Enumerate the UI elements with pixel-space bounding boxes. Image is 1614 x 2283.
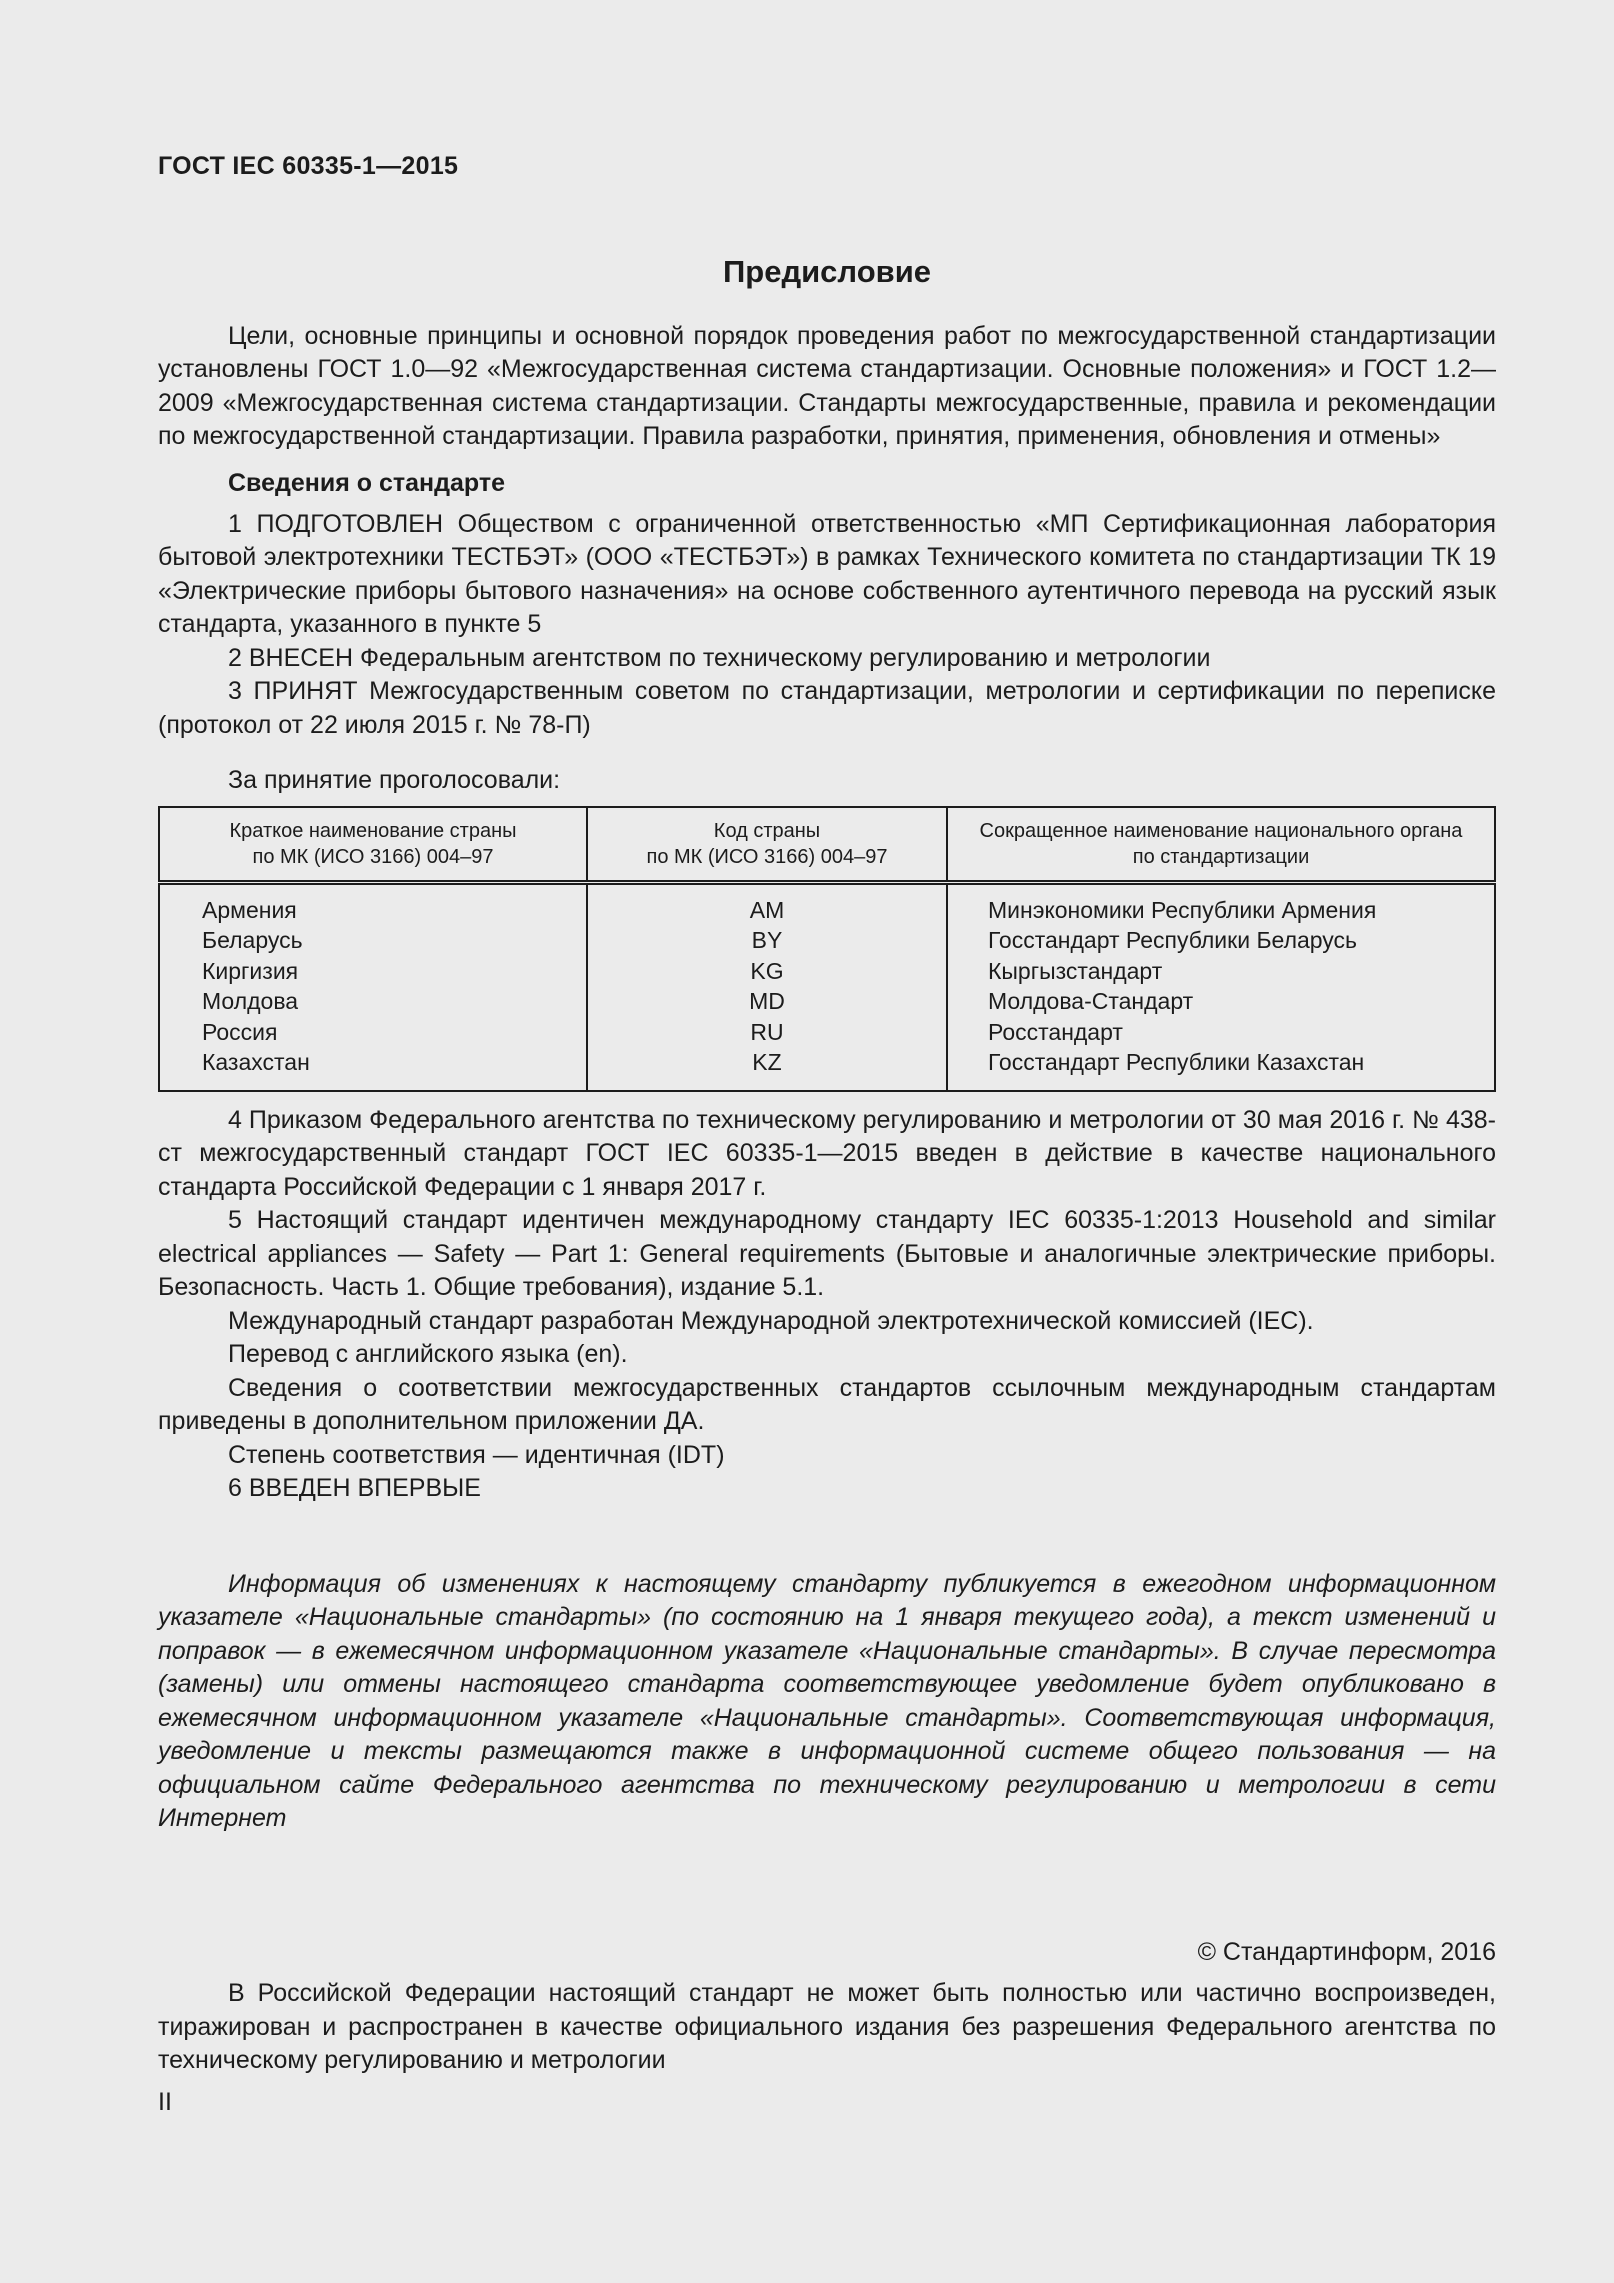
cell-org: Кыргызстандарт [947,956,1495,987]
table-header-row [159,807,1495,883]
item-5-language: Перевод с английского языка (en). [228,1340,628,1368]
header-country-code: Код страны по МК (ИСО 3166) 004–97 [587,807,947,883]
item-5-degree: Степень соответствия — идентичная (IDT) [228,1440,725,1469]
table-row [159,1047,1495,1091]
table-row [159,956,1495,987]
document-page [158,150,1496,2117]
cell-org: Минэкономики Республики Армения [947,882,1495,925]
cell-code: RU [587,1017,947,1048]
cell-code: KG [587,956,947,987]
cell-country: Беларусь [159,925,587,956]
voting-countries-table [158,806,1496,1092]
cell-org: Росстандарт [947,1017,1495,1048]
cell-code: BY [587,925,947,956]
page-number: II [158,2087,172,2116]
item-3: 3 ПРИНЯТ Межгосударственным советом по стандартизации, метрологии и сертификации по переписке (протокол от 22 июля 2015 г. № 78-П) [158,677,1496,739]
cell-code: AM [587,882,947,925]
intro-paragraph: Цели, основные принципы и основной порядок проведения работ по межгосударственной стандартизации установлены ГОСТ 1.0—92 «Межгосударственная система стандартизации. Основные положения» и ГОСТ 1.2—2009 «Межгосударственная система стандартизации. Стандарты межгосударственные, правила и рекомендации по межгосударственной стандартизации. Правила разработки, принятия, применения, обновления и отмены» [158,321,1496,450]
item-4: 4 Приказом Федерального агентства по техническому регулированию и метрологии от 30 мая 2016 г. № 438-ст межгосударственный стандарт ГОСТ IEC 60335-1—2015 введен в действие в качестве национального стандарта Российской Федерации с 1 января 2017 г. [158,1105,1496,1201]
copyright: © Стандартинформ, 2016 [1197,1937,1496,1966]
standard-info-heading: Сведения о стандарте [228,468,506,497]
document-code: ГОСТ IEC 60335-1—2015 [158,152,459,180]
cell-code: MD [587,986,947,1017]
cell-country: Казахстан [159,1047,587,1091]
voted-label: За принятие проголосовали: [228,766,561,794]
item-5-references: Сведения о соответствии межгосударственных стандартов ссылочным международным стандартам приведены в дополнительном приложении ДА. [158,1373,1496,1435]
page-title: Предисловие [722,253,931,289]
header-country-name: Краткое наименование страны по МК (ИСО 3166) 004–97 [159,807,587,883]
cell-country: Киргизия [159,956,587,987]
cell-org: Госстандарт Республики Казахстан [947,1047,1495,1091]
cell-country: Армения [159,882,587,925]
item-5-iec: Международный стандарт разработан Международной электротехнической комиссией (IEC). [228,1306,1314,1335]
item-6: 6 ВВЕДЕН ВПЕРВЫЕ [228,1474,481,1502]
changes-notice: Информация об изменениях к настоящему стандарту публикуется в ежегодном информационном указателе «Национальные стандарты» (по состоянию на 1 января текущего года), а текст изменений и поправок — в ежемесячном информационном указателе «Национальные стандарты». В случае пересмотра (замены) или отмены настоящего стандарта соответствующее уведомление будет опубликовано в ежемесячном информационном указателе «Национальные стандарты». Соответствующая информация, уведомление и тексты размещаются также в информационной системе общего пользования — на официальном сайте Федерального агентства по техническому регулированию и метрологии в сети Интернет [158,1569,1496,1832]
header-national-body: Сокращенное наименование национального органа по стандартизации [947,807,1495,883]
item-2: 2 ВНЕСЕН Федеральным агентством по техническому регулированию и метрологии [228,643,1211,672]
cell-org: Госстандарт Республики Беларусь [947,925,1495,956]
cell-country: Россия [159,1017,587,1048]
table-row [159,925,1495,956]
cell-code: KZ [587,1047,947,1091]
table-row [159,882,1495,925]
item-5: 5 Настоящий стандарт идентичен международному стандарту IEC 60335-1:2013 Household and similar electrical appliances — Safety — Part 1: General requirements (Бытовые и аналогичные электрические приборы. Безопасность. Часть 1. Общие требования), издание 5.1. [158,1206,1496,1301]
legal-notice: В Российской Федерации настоящий стандарт не может быть полностью или частично воспроизведен, тиражирован и распространен в качестве официального издания без разрешения Федерального агентства по техническому регулированию и метрологии [158,1979,1496,2074]
item-1: 1 ПОДГОТОВЛЕН Обществом с ограниченной ответственностью «МП Сертификационная лаборатория бытовой электротехники ТЕСТБЭТ» (ООО «ТЕСТБЭТ») в рамках Технического комитета по стандартизации ТК 19 «Электрические приборы бытового назначения» на основе собственного аутентичного перевода на русский язык стандарта, указанного в пункте 5 [158,509,1496,638]
cell-country: Молдова [159,986,587,1017]
cell-org: Молдова-Стандарт [947,986,1495,1017]
table-row [159,986,1495,1017]
table-row [159,1017,1495,1048]
